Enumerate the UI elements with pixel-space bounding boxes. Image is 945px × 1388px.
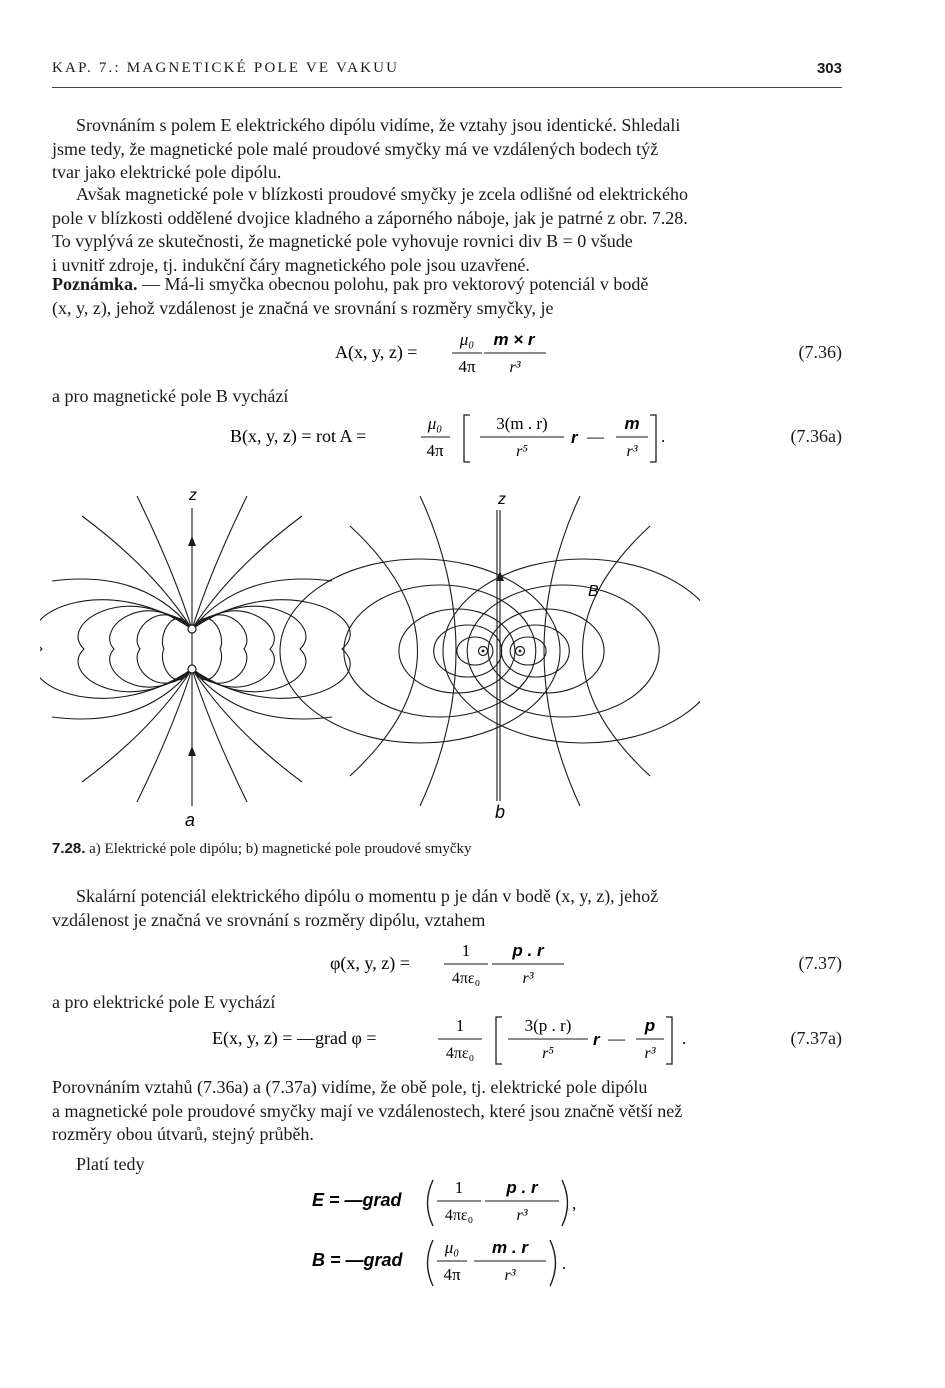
paragraph-7 <box>52 1076 840 1147</box>
eq-lhs: B = —grad <box>312 1250 403 1270</box>
eq-den-vec: r³ <box>509 359 521 376</box>
caption-number: 7.28. <box>52 840 86 857</box>
right-paren <box>562 1180 568 1226</box>
equation-7-37-graphic <box>52 937 842 997</box>
electric-dipole-field <box>40 496 350 806</box>
text-line: tvar jako elektrické pole dipólu. <box>52 162 282 182</box>
text-line: a pro elektrické pole E vychází <box>52 992 276 1012</box>
eq-num-coef: 1 <box>455 1016 465 1035</box>
equation-7-37 <box>52 937 842 997</box>
wire-out-dot <box>482 650 485 653</box>
paragraph-8 <box>52 1153 840 1177</box>
wire-in-dot <box>519 650 522 653</box>
eq-num-vec: m × r <box>493 330 535 349</box>
text-line: jsme tedy, že magnetické pole malé proudové smyčky má ve vzdálených bodech týž <box>52 138 659 159</box>
eq-den-coef: 4π <box>443 1265 461 1284</box>
paragraph-2 <box>52 183 840 277</box>
field-line <box>544 496 580 806</box>
dipole-field-figure <box>40 486 700 831</box>
text-line: Porovnáním vztahů (7.36a) a (7.37a) vidíme, že obě pole, tj. elektrické pole dipólu <box>52 1077 648 1097</box>
arrowhead <box>188 746 196 756</box>
eq-period: . <box>661 427 666 446</box>
panel-label-b: b <box>494 802 506 822</box>
eq-term1-num: 3(m . r) <box>496 414 548 433</box>
eq-den-coef: 4πε₀ <box>444 1207 474 1224</box>
left-bracket <box>496 1017 502 1064</box>
field-line <box>420 496 456 806</box>
paragraph-1 <box>52 114 840 185</box>
running-header <box>52 60 842 82</box>
equation-B-grad <box>52 1236 842 1296</box>
text-line: rozměry obou útvarů, stejný průběh. <box>52 1124 314 1144</box>
eq-den-vec: r³ <box>504 1267 516 1284</box>
equation-B-grad-graphic <box>52 1236 842 1296</box>
equation-7-36-graphic <box>52 328 842 388</box>
text-line: a magnetické pole proudové smyčky mají ve vzdálenostech, které jsou značně větší než <box>52 1100 683 1121</box>
equation-7-36a <box>52 410 842 470</box>
note-label: Poznámka. <box>52 274 138 294</box>
left-axis-label: z <box>189 487 197 504</box>
eq-num-vec: m . r <box>492 1238 528 1257</box>
eq-minus: — <box>587 427 604 446</box>
eq-den-coef: 4πε₀ <box>451 970 481 987</box>
panel-label-a: a <box>184 810 196 830</box>
eq-lhs: E = —grad <box>312 1190 402 1210</box>
eq-term1-num: 3(p . r) <box>524 1016 572 1035</box>
field-line <box>583 526 651 776</box>
left-paren <box>428 1180 434 1226</box>
figure-caption <box>52 840 472 858</box>
eq-term1-den: r⁵ <box>516 443 528 460</box>
equation-7-36 <box>52 328 842 388</box>
eq-num-coef: μ₀ <box>459 330 475 349</box>
field-line <box>192 669 247 802</box>
eq-num-coef: 1 <box>461 941 471 960</box>
eq-term2-den: r³ <box>626 443 638 460</box>
text-line: a pro magnetické pole B vychází <box>52 386 289 406</box>
text-line: vzdálenost je značná ve srovnání s rozměry dipólu, vztahem <box>52 909 486 930</box>
current-loop-field <box>280 496 700 806</box>
text-line: pole v blízkosti oddělené dvojice kladného a záporného náboje, jak je patrné z obr. 7.28. <box>52 207 688 228</box>
eq-den-coef: 4π <box>458 357 476 376</box>
eq-num-vec: p . r <box>512 941 544 960</box>
eq-tail: . <box>562 1254 567 1273</box>
text-line <box>52 273 840 297</box>
header-rule <box>52 87 842 88</box>
eq-term1-den: r⁵ <box>542 1045 554 1062</box>
text-line: Skalární potenciál elektrického dipólu o momentu p je dán v bodě (x, y, z), jehož <box>76 886 659 906</box>
field-line <box>350 526 418 776</box>
field-loop <box>344 585 536 717</box>
positive-charge <box>188 625 196 633</box>
right-bracket <box>666 1017 672 1064</box>
eq-term1-factor: r <box>571 428 578 447</box>
equation-number: (7.37a) <box>790 1028 842 1048</box>
eq-num-coef: μ₀ <box>427 414 443 433</box>
arrowhead <box>188 536 196 546</box>
text-line: To vyplývá ze skutečnosti, že magnetické pole vyhovuje rovnici div B = 0 všude <box>52 231 633 251</box>
text-line: (x, y, z), jehož vzdálenost je značná ve srovnání s rozměry smyčky, je <box>52 297 554 318</box>
left-paren <box>428 1240 434 1286</box>
caption-text: a) Elektrické pole dipólu; b) magnetické pole proudové smyčky <box>85 841 472 857</box>
eq-lhs: B(x, y, z) = rot A = <box>230 426 367 446</box>
field-line <box>40 600 350 699</box>
eq-lhs: E(x, y, z) = —grad φ = <box>212 1028 377 1048</box>
eq-lhs: A(x, y, z) = <box>335 342 418 362</box>
eq-num-coef: 1 <box>454 1178 464 1197</box>
field-label-B: B <box>588 583 599 600</box>
eq-den-vec: r³ <box>522 970 534 987</box>
equation-E-grad <box>52 1176 842 1236</box>
eq-period: . <box>682 1029 687 1048</box>
field-line <box>137 669 192 802</box>
equation-7-37a-graphic <box>52 1012 842 1072</box>
page-number: 303 <box>816 60 842 77</box>
eq-minus: — <box>608 1029 625 1048</box>
text-line: Srovnáním s polem E elektrického dipólu vidíme, že vztahy jsou identické. Shledali <box>76 115 681 135</box>
note-text: — Má-li smyčka obecnou polohu, pak pro vektorový potenciál v bodě <box>137 274 649 294</box>
eq-term2-den: r³ <box>644 1045 656 1062</box>
running-title: KAP. 7.: MAGNETICKÉ POLE VE VAKUU <box>52 60 400 76</box>
equation-7-37a <box>52 1012 842 1072</box>
figure-7-28 <box>40 486 700 831</box>
paragraph-4 <box>52 385 840 409</box>
eq-term2-num: m <box>624 414 640 433</box>
right-bracket <box>650 415 656 462</box>
field-loop <box>467 585 659 717</box>
text-line: Platí tedy <box>76 1154 145 1174</box>
right-axis-label: z <box>498 491 506 508</box>
eq-term2-num: p <box>644 1016 656 1035</box>
paragraph-note <box>52 273 840 320</box>
eq-num-coef: μ₀ <box>444 1238 460 1257</box>
field-line <box>137 496 192 629</box>
right-paren <box>550 1240 556 1286</box>
equation-7-36a-graphic <box>52 410 842 470</box>
eq-den-vec: r³ <box>516 1207 528 1224</box>
paragraph-6 <box>52 991 840 1015</box>
eq-den-coef: 4π <box>426 441 444 460</box>
equation-number: (7.36) <box>798 342 842 362</box>
equation-E-grad-graphic <box>52 1176 842 1236</box>
paragraph-5 <box>52 885 840 932</box>
eq-term1-factor: r <box>593 1030 600 1049</box>
text-line: Avšak magnetické pole v blízkosti proudové smyčky je zcela odlišné od elektrického <box>76 184 688 204</box>
negative-charge <box>188 665 196 673</box>
equation-number: (7.37) <box>798 953 842 973</box>
eq-den-coef: 4πε₀ <box>445 1045 475 1062</box>
eq-lhs: φ(x, y, z) = <box>330 953 410 973</box>
field-line <box>192 496 247 629</box>
left-bracket <box>464 415 470 462</box>
text-line: i uvnitř zdroje, tj. indukční čáry magnetického pole jsou uzavřené. <box>52 254 530 275</box>
eq-tail: , <box>572 1194 577 1213</box>
equation-number: (7.36a) <box>790 426 842 446</box>
eq-num-vec: p . r <box>506 1178 538 1197</box>
